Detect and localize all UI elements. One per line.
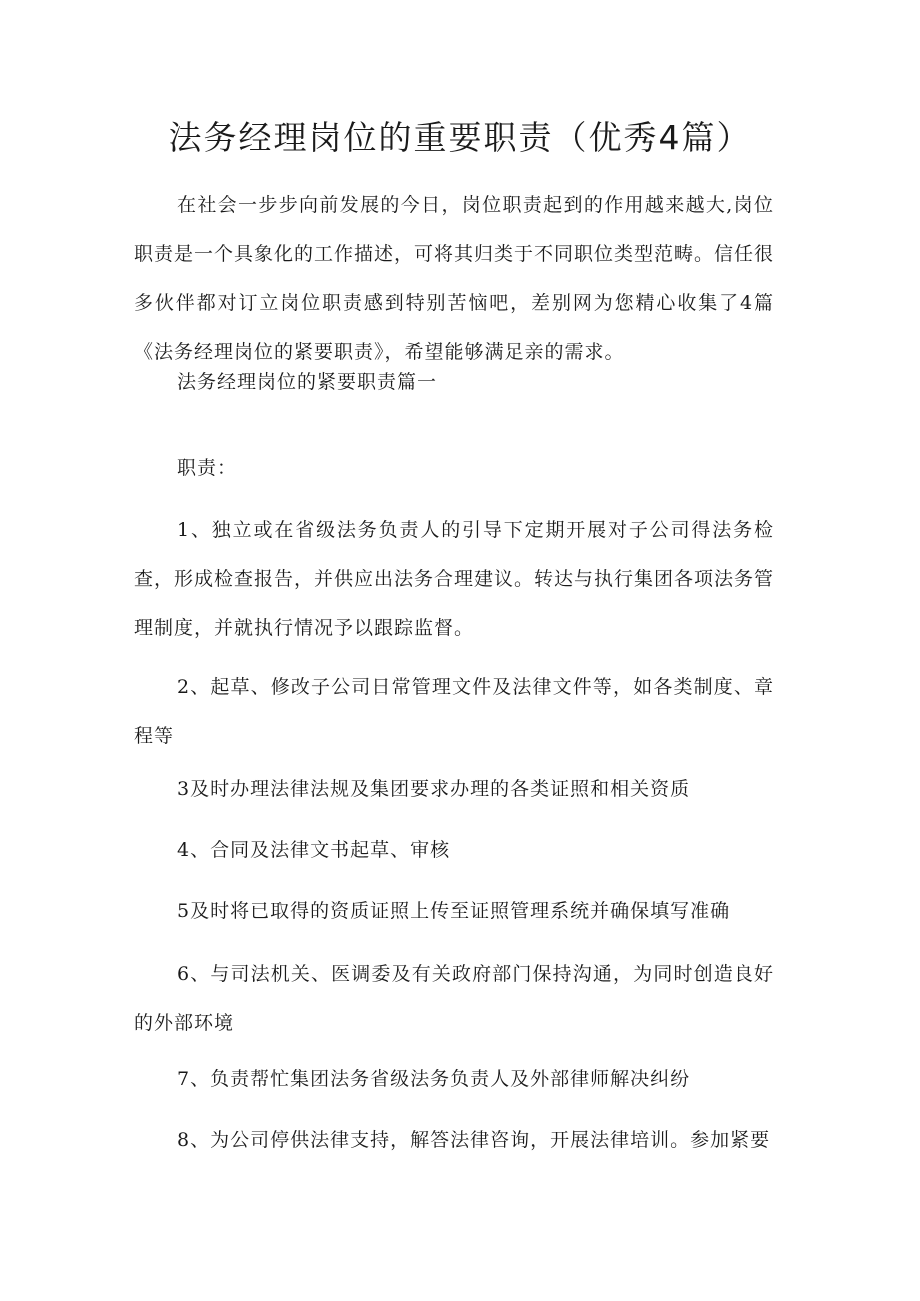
- duties-label: 职责：: [177, 457, 238, 479]
- intro-paragraph: 在社会一步步向前发展的今日，岗位职责起到的作用越来越大,岗位职责是一个具象化的工作描述，可将其归类于不同职位类型范畴。信任很多伙伴都对订立岗位职责感到特别苦恼吧，差别网为您精心收集了4篇《法务经理岗位的紧要职责》，希望能够满足亲的需求。: [134, 194, 775, 363]
- duty-item-4: 4、合同及法律文书起草、审核: [177, 839, 451, 861]
- section-heading: 法务经理岗位的紧要职责篇一: [177, 371, 438, 393]
- duty-item-6: 6、与司法机关、医调委及有关政府部门保持沟通，为同时创造良好的外部环境: [134, 963, 774, 1034]
- duty-item-1: 1、独立或在省级法务负责人的引导下定期开展对子公司得法务检查，形成检查报告，并供应出法务合理建议。转达与执行集团各项法务管理制度，并就执行情况予以跟踪监督。: [134, 519, 775, 639]
- document-title: 法务经理岗位的重要职责（优秀4篇）: [168, 118, 752, 157]
- duty-item-3: 3及时办理法律法规及集团要求办理的各类证照和相关资质: [177, 778, 691, 800]
- duty-item-5: 5及时将已取得的资质证照上传至证照管理系统并确保填写准确: [177, 900, 731, 922]
- duty-item-8: 8、为公司停供法律支持，解答法律咨询，开展法律培训。参加紧要: [177, 1129, 771, 1151]
- duty-item-2: 2、起草、修改子公司日常管理文件及法律文件等，如各类制度、章程等: [134, 676, 774, 747]
- duty-item-7: 7、负责帮忙集团法务省级法务负责人及外部律师解决纠纷: [177, 1068, 691, 1090]
